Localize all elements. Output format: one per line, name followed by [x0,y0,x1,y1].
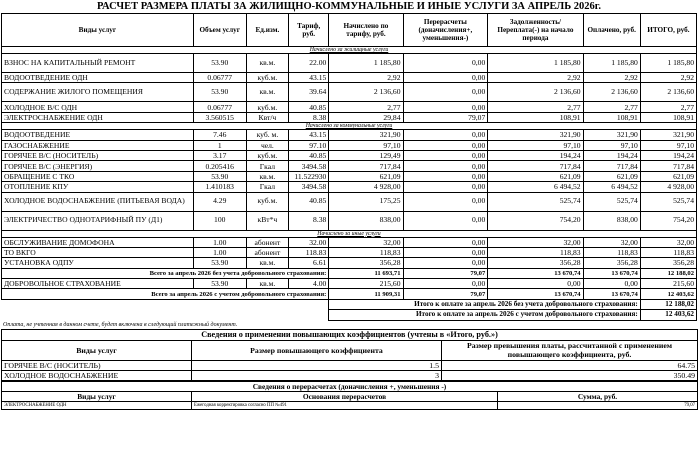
cell-paid: 0,00 [583,279,640,289]
cell-charged: 2,77 [329,102,403,112]
cell-total: 194,24 [640,150,696,160]
cell-service: ЭЛЕКТРОСНАБЖЕНИЕ ОДН [2,112,194,122]
cell-tariff: 22.00 [289,54,329,73]
cell-tariff: 8.38 [289,211,329,230]
cell-unit: кв.м. [246,54,288,73]
cell-unit: Квт/ч [246,112,288,122]
cell-charged: 32,00 [329,237,403,247]
cell-volume: 1 [193,140,246,150]
subtotal-with-insurance [2,289,697,299]
cell-tariff: 32.00 [289,237,329,247]
cell-debt: 97,10 [488,140,583,150]
cell-charged: 129,49 [329,150,403,160]
subtotal-recalc: 79,07 [403,268,488,278]
cell-paid: 838,00 [583,211,640,230]
recalc-amount: 79,07 [498,401,698,409]
cell-unit: Гкал [246,161,288,171]
cell-total: 4 928,00 [640,182,696,192]
cell-volume: 0.06777 [193,73,246,83]
cell-paid: 321,90 [583,130,640,140]
cell-total: 717,84 [640,161,696,171]
cell-service: ХОЛОДНОЕ В/С ОДН [2,102,194,112]
cell-debt: 2 136,60 [488,83,583,102]
cell-volume: 4.29 [193,192,246,211]
recalc-table [1,381,698,410]
cell-service: ОТОПЛЕНИЕ КПУ [2,182,194,192]
subtotal-recalc: 79,07 [403,289,488,299]
cell-paid: 108,91 [583,112,640,122]
cell-recalc: 0,00 [403,73,488,83]
cell-unit: кв.м. [246,83,288,102]
cell-volume: 7.46 [193,130,246,140]
coefficients-table [1,329,698,381]
cell-service: СОДЕРЖАНИЕ ЖИЛОГО ПОМЕЩЕНИЯ [2,83,194,102]
cell-recalc: 0,00 [403,54,488,73]
cell-total: 215,60 [640,279,696,289]
cell-tariff: 40.85 [289,102,329,112]
section-label: Начислено за иные услуги [2,230,697,237]
charges-header-row [2,14,697,47]
cell-tariff: 40.85 [289,192,329,211]
cell-charged: 838,00 [329,211,403,230]
recalc-title: Сведения о перерасчетах (доначисления +, уменьшения -) [2,381,698,391]
subtotal-total: 12 403,62 [640,289,696,299]
subtotal-without-insurance [2,268,697,278]
coef-value: 3 [192,370,442,380]
cell-debt: 1 185,80 [488,54,583,73]
subtotal-total: 12 188,02 [640,268,696,278]
cell-unit: абонент [246,237,288,247]
col-unit: Ед.изм. [246,14,288,47]
table-row [2,73,697,83]
subtotal-charged: 11 909,31 [329,289,403,299]
cell-tariff: 97.10 [289,140,329,150]
col-tariff: Тариф, руб. [289,14,329,47]
table-row [2,83,697,102]
cell-paid: 194,24 [583,150,640,160]
section-label: Начислено за жилищные услуги [2,47,697,54]
col-total: ИТОГО, руб. [640,14,696,47]
table-row [2,401,698,409]
col-paid: Оплачено, руб. [583,14,640,47]
subtotal-label: Всего за апрель 2026 с учетом добровольного страхования: [2,289,329,299]
cell-volume: 0.06777 [193,102,246,112]
recalc-col-reason: Основания перерасчетов [192,391,498,401]
cell-recalc: 0,00 [403,279,488,289]
page-title: РАСЧЕТ РАЗМЕРА ПЛАТЫ ЗА ЖИЛИЩНО-КОММУНАЛЬНЫЕ И ИНЫЕ УСЛУГИ ЗА АПРЕЛЬ 2026г. [96,1,602,12]
cell-charged: 2,92 [329,73,403,83]
cell-debt: 356,28 [488,258,583,268]
cell-debt: 108,91 [488,112,583,122]
cell-debt: 525,74 [488,192,583,211]
cell-paid: 717,84 [583,161,640,171]
cell-debt: 32,00 [488,237,583,247]
pay-with-insurance [2,310,697,320]
recalc-col-service: Виды услуг [2,391,192,401]
subtotal-debt: 13 670,74 [488,268,583,278]
cell-total: 97,10 [640,140,696,150]
pay-without-insurance [2,299,697,309]
cell-total: 525,74 [640,192,696,211]
cell-paid: 1 185,80 [583,54,640,73]
cell-service: ГАЗОСНАБЖЕНИЕ [2,140,194,150]
cell-tariff: 40.85 [289,150,329,160]
cell-charged: 4 928,00 [329,182,403,192]
cell-paid: 356,28 [583,258,640,268]
subtotal-debt: 13 670,74 [488,289,583,299]
cell-tariff: 4.00 [289,279,329,289]
cell-recalc: 0,00 [403,150,488,160]
table-row [2,150,697,160]
cell-debt: 6 494,52 [488,182,583,192]
cell-tariff: 11.522930 [289,171,329,181]
cell-charged: 1 185,80 [329,54,403,73]
cell-charged: 321,90 [329,130,403,140]
cell-debt: 621,09 [488,171,583,181]
cell-service: ТО ВКГО [2,247,194,257]
cell-service: ЭЛЕКТРИЧЕСТВО ОДНОТАРИФНЫЙ ПУ (Д1) [2,211,194,230]
recalc-col-amount: Сумма, руб. [498,391,698,401]
cell-volume: 1.410183 [193,182,246,192]
coef-title: Сведения о применении повышающих коэффициентов (учтены в «Итого, руб.») [2,329,698,340]
cell-debt: 2,77 [488,102,583,112]
table-row [2,237,697,247]
pay-label: Итого к оплате за апрель 2026 без учета добровольного страхования: [329,299,640,309]
coef-col-service: Виды услуг [2,340,192,360]
table-row [2,182,697,192]
cell-recalc: 0,00 [403,161,488,171]
subtotal-label: Всего за апрель 2026 без учета добровольного страхования: [2,268,329,278]
cell-charged: 97,10 [329,140,403,150]
cell-total: 754,20 [640,211,696,230]
cell-debt: 194,24 [488,150,583,160]
cell-volume: 0.205416 [193,161,246,171]
section-housing [2,47,697,54]
subtotal-paid: 13 670,74 [583,289,640,299]
coef-service: ГОРЯЧЕЕ В/С (НОСИТЕЛЬ) [2,360,192,370]
cell-unit: куб.м. [246,192,288,211]
cell-charged: 2 136,60 [329,83,403,102]
pay-value: 12 188,02 [640,299,696,309]
pay-label: Итого к оплате за апрель 2026 с учетом добровольного страхования: [329,310,640,320]
cell-service: ВОДООТВЕДЕНИЕ [2,130,194,140]
cell-unit: кв.м. [246,279,288,289]
cell-unit: куб.м. [246,73,288,83]
cell-recalc: 0,00 [403,83,488,102]
col-debt: Задолженность/ Переплата(-) на начало периода [488,14,583,47]
pay-value: 12 403,62 [640,310,696,320]
cell-volume: 3.17 [193,150,246,160]
cell-total: 32,00 [640,237,696,247]
cell-debt: 754,20 [488,211,583,230]
cell-recalc: 0,00 [403,211,488,230]
table-row [2,258,697,268]
cell-recalc: 79,07 [403,112,488,122]
table-row [2,140,697,150]
cell-tariff: 39.64 [289,83,329,102]
cell-paid: 621,09 [583,171,640,181]
cell-charged: 118,83 [329,247,403,257]
payment-note: Оплата, не учтенная в данном счете, будет включена в следующий платежный документ. [3,321,238,328]
cell-debt: 2,92 [488,73,583,83]
cell-recalc: 0,00 [403,192,488,211]
cell-paid: 97,10 [583,140,640,150]
cell-paid: 32,00 [583,237,640,247]
cell-volume: 53.90 [193,258,246,268]
cell-recalc: 0,00 [403,258,488,268]
cell-service: ВЗНОС НА КАПИТАЛЬНЫЙ РЕМОНТ [2,54,194,73]
cell-paid: 2,77 [583,102,640,112]
col-volume: Объем услуг [193,14,246,47]
table-row [2,102,697,112]
cell-volume: 1.00 [193,237,246,247]
cell-charged: 215,60 [329,279,403,289]
cell-debt: 321,90 [488,130,583,140]
table-row [2,370,698,380]
cell-paid: 525,74 [583,192,640,211]
coef-amount: 350.49 [442,370,698,380]
cell-service: ДОБРОВОЛЬНОЕ СТРАХОВАНИЕ [2,279,194,289]
table-row [2,171,697,181]
cell-unit: Гкал [246,182,288,192]
table-row [2,247,697,257]
coef-value: 1.5 [192,360,442,370]
cell-total: 108,91 [640,112,696,122]
subtotal-paid: 13 670,74 [583,268,640,278]
cell-service: ОБСЛУЖИВАНИЕ ДОМОФОНА [2,237,194,247]
cell-unit: куб. м. [246,130,288,140]
cell-tariff: 3494.58 [289,182,329,192]
table-row [2,192,697,211]
subtotal-charged: 11 693,71 [329,268,403,278]
cell-recalc: 0,00 [403,237,488,247]
blank-cell [2,310,329,320]
cell-service: ГОРЯЧЕЕ В/С (ЭНЕРГИЯ) [2,161,194,171]
recalc-reason: Ежегодная корректировка согласно ПП №491 [192,401,498,409]
cell-unit: куб.м. [246,102,288,112]
charges-table [1,13,697,321]
cell-debt: 0,00 [488,279,583,289]
cell-recalc: 0,00 [403,182,488,192]
cell-charged: 621,09 [329,171,403,181]
cell-tariff: 43.15 [289,130,329,140]
cell-service: ОБРАЩЕНИЕ С ТКО [2,171,194,181]
table-row [2,279,697,289]
coef-col-amount: Размер превышения платы, рассчитанной с применением повышающего коэффициента, руб. [442,340,698,360]
cell-total: 2,92 [640,73,696,83]
cell-recalc: 0,00 [403,247,488,257]
cell-tariff: 118.83 [289,247,329,257]
cell-charged: 29,84 [329,112,403,122]
section-label: Начислено за коммунальные услуги [2,123,697,130]
cell-recalc: 0,00 [403,171,488,181]
recalc-service: ЭЛЕКТРОСНАБЖЕНИЕ ОДН [2,401,192,409]
cell-paid: 118,83 [583,247,640,257]
cell-unit: абонент [246,247,288,257]
cell-volume: 53.90 [193,83,246,102]
section-communal [2,123,697,130]
cell-total: 1 185,80 [640,54,696,73]
cell-service: ГОРЯЧЕЕ В/С (НОСИТЕЛЬ) [2,150,194,160]
cell-unit: кв.м. [246,171,288,181]
cell-charged: 175,25 [329,192,403,211]
cell-tariff: 3494.58 [289,161,329,171]
cell-total: 621,09 [640,171,696,181]
cell-recalc: 0,00 [403,140,488,150]
cell-tariff: 8.38 [289,112,329,122]
table-row [2,130,697,140]
cell-tariff: 43.15 [289,73,329,83]
cell-paid: 6 494,52 [583,182,640,192]
cell-unit: кВт*ч [246,211,288,230]
col-recalc: Перерасчеты (доначисления+, уменьшения-) [403,14,488,47]
cell-volume: 3.560515 [193,112,246,122]
cell-charged: 717,84 [329,161,403,171]
section-other [2,230,697,237]
coef-amount: 64.75 [442,360,698,370]
cell-service: ХОЛОДНОЕ ВОДОСНАБЖЕНИЕ (ПИТЬЕВАЯ ВОДА) [2,192,194,211]
cell-recalc: 0,00 [403,102,488,112]
cell-recalc: 0,00 [403,130,488,140]
table-row [2,211,697,230]
coef-service: ХОЛОДНОЕ ВОДОСНАБЖЕНИЕ [2,370,192,380]
cell-volume: 53.90 [193,171,246,181]
cell-volume: 53.90 [193,279,246,289]
table-row [2,54,697,73]
table-row [2,360,698,370]
cell-total: 2 136,60 [640,83,696,102]
cell-debt: 717,84 [488,161,583,171]
cell-service: УСТАНОВКА ОДПУ [2,258,194,268]
col-service: Виды услуг [2,14,194,47]
cell-volume: 100 [193,211,246,230]
cell-service: ВОДООТВЕДЕНИЕ ОДН [2,73,194,83]
cell-paid: 2 136,60 [583,83,640,102]
table-row [2,161,697,171]
cell-paid: 2,92 [583,73,640,83]
cell-unit: чел. [246,140,288,150]
cell-debt: 118,83 [488,247,583,257]
coef-col-size: Размер повышающего коэффициента [192,340,442,360]
cell-tariff: 6.61 [289,258,329,268]
cell-volume: 1.00 [193,247,246,257]
cell-total: 118,83 [640,247,696,257]
cell-total: 2,77 [640,102,696,112]
cell-unit: куб.м. [246,150,288,160]
cell-volume: 53.90 [193,54,246,73]
blank-cell [2,299,329,309]
col-charged: Начислено по тарифу, руб. [329,14,403,47]
cell-total: 356,28 [640,258,696,268]
cell-charged: 356,28 [329,258,403,268]
table-row [2,112,697,122]
cell-unit: кв.м. [246,258,288,268]
cell-total: 321,90 [640,130,696,140]
